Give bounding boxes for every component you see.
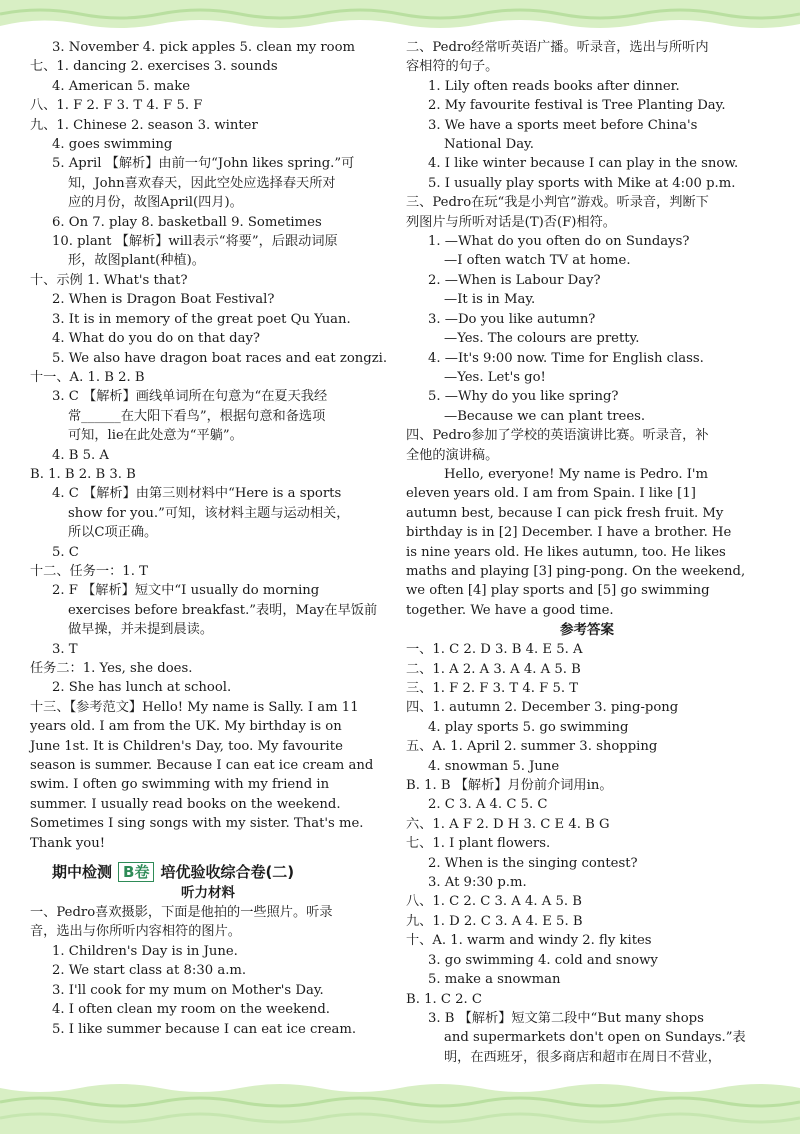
answer-line: National Day. (444, 137, 534, 153)
answer-line: —Yes. The colours are pretty. (444, 331, 640, 347)
answer-line: —I often watch TV at home. (444, 253, 631, 269)
answer-line: 3. C 【解析】画线单词所在句意为“在夏天我经 (52, 389, 328, 405)
answer-line: 4. American 5. make (52, 78, 190, 94)
answer-line: 形，故图plant(种植)。 (68, 253, 205, 269)
answer-line: 4. snowman 5. June (428, 758, 560, 774)
answer-line: 应的月份，故图April(四月)。 (68, 195, 243, 211)
answer-line: —It is in May. (444, 292, 536, 308)
section-heading: 四、1. autumn 2. December 3. ping-pong (406, 700, 679, 716)
answer-line: 2. F 【解析】短文中“I usually do morning (52, 583, 320, 599)
right-column (406, 38, 768, 1067)
answer-line: we often [4] play sports and [5] go swimming (406, 583, 710, 599)
answer-line: 3. November 4. pick apples 5. clean my room (52, 40, 356, 55)
bottom-wave-decoration (0, 1076, 800, 1134)
top-wave-decoration (0, 0, 800, 34)
answer-line: 所以C项正确。 (68, 525, 158, 541)
section-title-text: 培优验收综合卷(二) (160, 863, 295, 882)
answer-line: 常______在大阳下看鸟”，根据句意和备选项 (68, 408, 326, 424)
section-heading: 十一、A. 1. B 2. B (30, 369, 145, 385)
answers-title: 参考答案 (560, 622, 614, 639)
answer-line: eleven years old. I am from Spain. I like [1] (406, 486, 696, 502)
answer-line: season is summer. Because I can eat ice cream and (30, 758, 374, 774)
answer-line: 4. What do you do on that day? (52, 331, 260, 347)
answer-line: Thank you! (30, 835, 106, 851)
answer-line: 5. We also have dragon boat races and eat zongzi. (52, 350, 388, 366)
answer-line: 4. I like winter because I can play in the snow. (428, 156, 739, 172)
answer-line: 1. Children's Day is in June. (52, 943, 238, 959)
section-heading: 七、1. I plant flowers. (406, 836, 551, 852)
answer-line: 2. My favourite festival is Tree Planting Day. (428, 98, 726, 114)
answer-line: 1. Lily often reads books after dinner. (428, 78, 680, 94)
section-heading: 十、示例 1. What's that? (30, 272, 188, 288)
answer-line: together. We have a good time. (406, 602, 614, 618)
answer-line: 列图片与所听对话是(T)否(F)相符。 (406, 214, 616, 230)
section-heading: 八、1. F 2. F 3. T 4. F 5. F (30, 98, 203, 114)
answer-line: exercises before breakfast.”表明，May在早饭前 (68, 602, 378, 618)
bottom-decorative-band (0, 1076, 800, 1134)
answer-line: 音，选出与你所听内容相符的图片。 (30, 924, 241, 940)
answer-line: 5. C (52, 544, 79, 560)
answer-line: 4. goes swimming (52, 137, 173, 153)
answer-line: 全他的演讲稿。 (406, 447, 499, 463)
answer-line: Hello, everyone! My name is Pedro. I'm (444, 466, 709, 482)
answer-line: 3. It is in memory of the great poet Qu Yuan. (52, 311, 351, 327)
answer-line: 3. —Do you like autumn? (428, 311, 596, 327)
answer-line: autumn best, because I can pick fresh fruit. My (406, 505, 724, 521)
answer-line: 2. —When is Labour Day? (428, 272, 601, 288)
section-prefix: 期中检测 (52, 863, 113, 882)
answer-line: 4. I often clean my room on the weekend. (52, 1002, 330, 1018)
answer-line: —Because we can plant trees. (444, 408, 646, 424)
section-heading: 十三、【参考范文】Hello! My name is Sally. I am 11 (30, 699, 359, 715)
answer-line: 3. At 9:30 p.m. (428, 875, 527, 891)
answer-line: 2. When is Dragon Boat Festival? (52, 292, 275, 308)
left-column (30, 38, 386, 1039)
answer-line: B. 1. B 【解析】月份前介词用in。 (406, 778, 613, 794)
answer-line: 明，在西班牙，很多商店和超市在周日不营业， (444, 1049, 721, 1065)
section-heading: 二、1. A 2. A 3. A 4. A 5. B (406, 661, 581, 677)
answer-line: 5. make a snowman (428, 972, 561, 988)
answer-line: 可知，lie在此处意为“平躺”。 (68, 428, 243, 444)
section-heading: 七、1. dancing 2. exercises 3. sounds (30, 59, 278, 75)
section-heading: 九、1. D 2. C 3. A 4. E 5. B (406, 913, 583, 929)
answer-line: 4. B 5. A (52, 447, 109, 463)
answer-line: —Yes. Let's go! (444, 369, 546, 385)
answer-line: is nine years old. He likes autumn, too. He likes (406, 544, 726, 560)
section-heading: 八、1. C 2. C 3. A 4. A 5. B (406, 894, 582, 910)
answer-line: swim. I often go swimming with my friend in (30, 777, 330, 793)
answer-line: 3. B 【解析】短文第二段中“But many shops (428, 1010, 704, 1026)
section-heading: 一、1. C 2. D 3. B 4. E 5. A (406, 642, 583, 658)
section-heading: 四、Pedro参加了学校的英语演讲比赛。听录音，补 (406, 428, 709, 444)
top-decorative-band (0, 0, 800, 34)
answer-line: 容相符的句子。 (406, 59, 499, 75)
answer-line: 2. C 3. A 4. C 5. C (428, 797, 548, 813)
answer-line: June 1st. It is Children's Day, too. My favourite (30, 738, 343, 754)
answer-line: 做早操，并未提到晨读。 (68, 622, 214, 638)
answer-line: Sometimes I sing songs with my sister. That's me. (30, 816, 364, 832)
answer-line: 3. T (52, 641, 78, 657)
section-badge: B卷 (118, 862, 154, 882)
answer-line: 4. C 【解析】由第三则材料中“Here is a sports (52, 486, 342, 502)
answer-line: 2. We start class at 8:30 a.m. (52, 963, 247, 979)
answer-line: 3. go swimming 4. cold and snowy (428, 952, 658, 968)
answer-line: and supermarkets don't open on Sundays.”表 (444, 1030, 746, 1046)
section-heading: 三、Pedro在玩“我是小判官”游戏。听录音，判断下 (406, 195, 709, 211)
answer-line: maths and playing [3] ping-pong. On the weekend, (406, 563, 746, 579)
section-heading: 三、1. F 2. F 3. T 4. F 5. T (406, 681, 579, 696)
section-heading: 九、1. Chinese 2. season 3. winter (30, 117, 258, 133)
section-heading: 十二、任务一：1. T (30, 563, 148, 579)
exam-section-title (30, 861, 386, 883)
answer-line: years old. I am from the UK. My birthday is on (30, 719, 342, 735)
answer-line: 知，John喜欢春天，因此空处应选择春天所对 (68, 175, 336, 191)
answer-line: birthday is in [2] December. I have a brother. He (406, 525, 732, 541)
listening-material-title: 听力材料 (181, 885, 235, 902)
answer-line: B. 1. B 2. B 3. B (30, 466, 136, 482)
answer-line: 10. plant 【解析】will表示“将要”，后跟动词原 (52, 234, 338, 250)
answer-line: 6. On 7. play 8. basketball 9. Sometimes (52, 214, 322, 230)
answer-line: 5. —Why do you like spring? (428, 389, 619, 405)
answer-line: B. 1. C 2. C (406, 991, 482, 1007)
answer-line: 5. April 【解析】由前一句“John likes spring.”可 (52, 156, 355, 172)
section-heading: 十、A. 1. warm and windy 2. fly kites (406, 933, 652, 949)
answer-line: summer. I usually read books on the weekend. (30, 796, 341, 812)
answer-line: 2. She has lunch at school. (52, 680, 232, 696)
answer-line: 1. —What do you often do on Sundays? (428, 234, 690, 250)
section-heading: 二、Pedro经常听英语广播。听录音，选出与所听内 (406, 40, 709, 55)
section-heading: 六、1. A F 2. D H 3. C E 4. B G (406, 816, 610, 832)
answer-line: 5. I usually play sports with Mike at 4:00 p.m. (428, 175, 736, 191)
answer-line: 4. —It's 9:00 now. Time for English class. (428, 350, 704, 366)
answer-line: 3. I'll cook for my mum on Mother's Day. (52, 982, 324, 998)
answer-line: 2. When is the singing contest? (428, 855, 638, 871)
answer-line: 任务二：1. Yes, she does. (30, 661, 193, 676)
answer-line: 5. I like summer because I can eat ice cream. (52, 1021, 357, 1037)
answer-line: 4. play sports 5. go swimming (428, 719, 629, 735)
answer-line: show for you.”可知，该材料主题与运动相关， (68, 505, 350, 521)
section-heading: 五、A. 1. April 2. summer 3. shopping (406, 739, 658, 755)
answer-line: 3. We have a sports meet before China's (428, 117, 698, 133)
section-heading: 一、Pedro喜欢摄影，下面是他拍的一些照片。听录 (30, 905, 333, 921)
